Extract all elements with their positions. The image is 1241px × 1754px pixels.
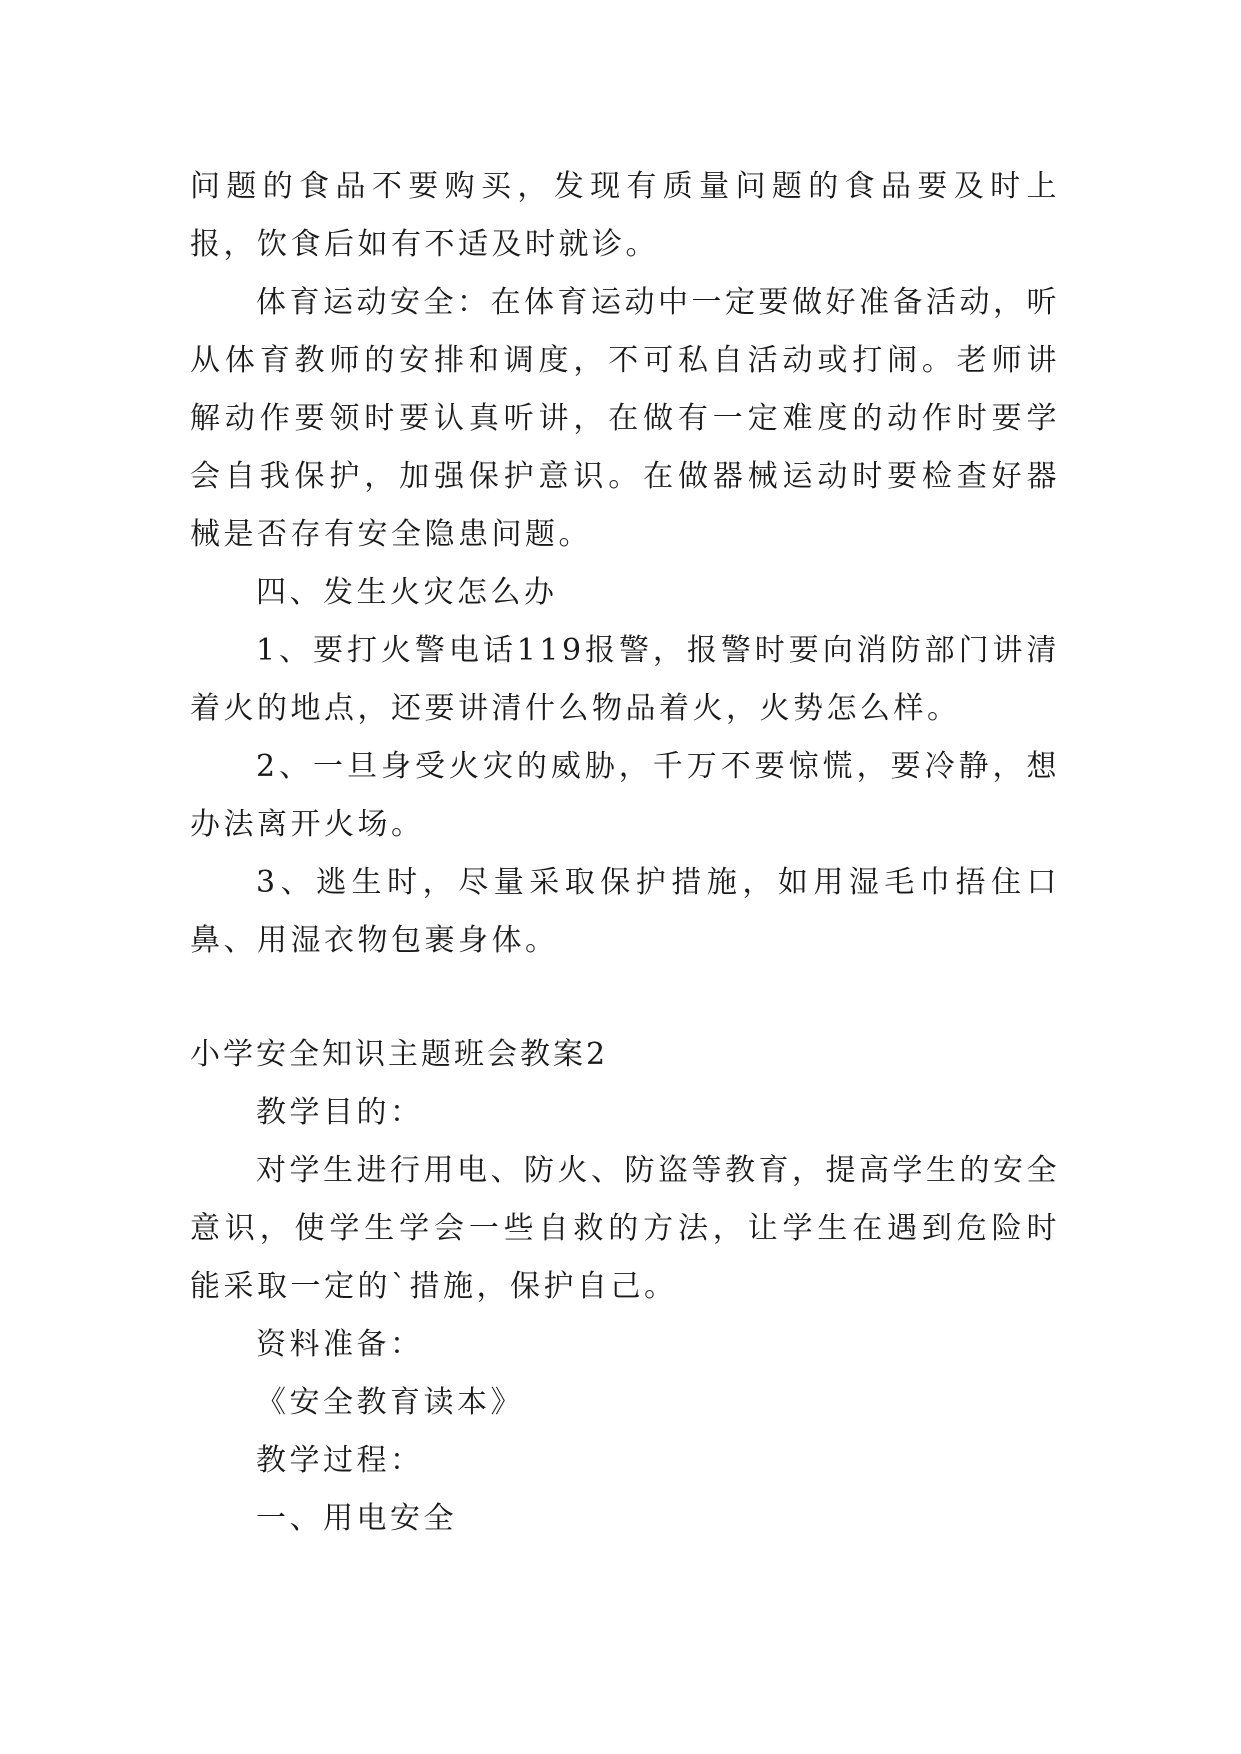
document-body xyxy=(190,158,1060,1548)
list-item-fire-3: 3、逃生时，尽量采取保护措施，如用湿毛巾捂住口鼻、用湿衣物包裹身体。 xyxy=(190,865,1060,958)
heading-teaching-goal: 教学目的： xyxy=(256,1095,424,1130)
list-item-fire-2: 2、一旦身受火灾的威胁，千万不要惊慌，要冷静，想办法离开火场。 xyxy=(190,749,1060,842)
paragraph-sports-safety: 体育运动安全：在体育运动中一定要做好准备活动，听从体育教师的安排和调度，不可私自活动或打闹。老师讲解动作要领时要认真听讲，在做有一定难度的动作时要学会自我保护，加强保护意识。在做器械运动时要检查好器械是否存有安全隐患问题。 xyxy=(190,285,1060,552)
heading-process: 教学过程： xyxy=(256,1443,424,1478)
heading-fire: 四、发生火灾怎么办 xyxy=(256,575,558,610)
section-part2 xyxy=(190,1084,1060,1548)
heading-electricity-safety: 一、用电安全 xyxy=(256,1501,457,1536)
section-title: 小学安全知识主题班会教案2 xyxy=(190,1037,609,1072)
section-part1 xyxy=(190,158,1060,970)
paragraph-teaching-goal: 对学生进行用电、防火、防盗等教育，提高学生的安全意识，使学生学会一些自救的方法，让学生在遇到危险时能采取一定的`措施，保护自己。 xyxy=(190,1153,1060,1304)
material-book: 《安全教育读本》 xyxy=(256,1385,524,1420)
heading-materials: 资料准备： xyxy=(256,1327,424,1362)
list-item-fire-1: 1、要打火警电话119报警，报警时要向消防部门讲清着火的地点，还要讲清什么物品着火，火势怎么样。 xyxy=(190,633,1060,726)
paragraph: 问题的食品不要购买，发现有质量问题的食品要及时上报，饮食后如有不适及时就诊。 xyxy=(190,169,1060,262)
section-spacer xyxy=(190,970,1060,1026)
